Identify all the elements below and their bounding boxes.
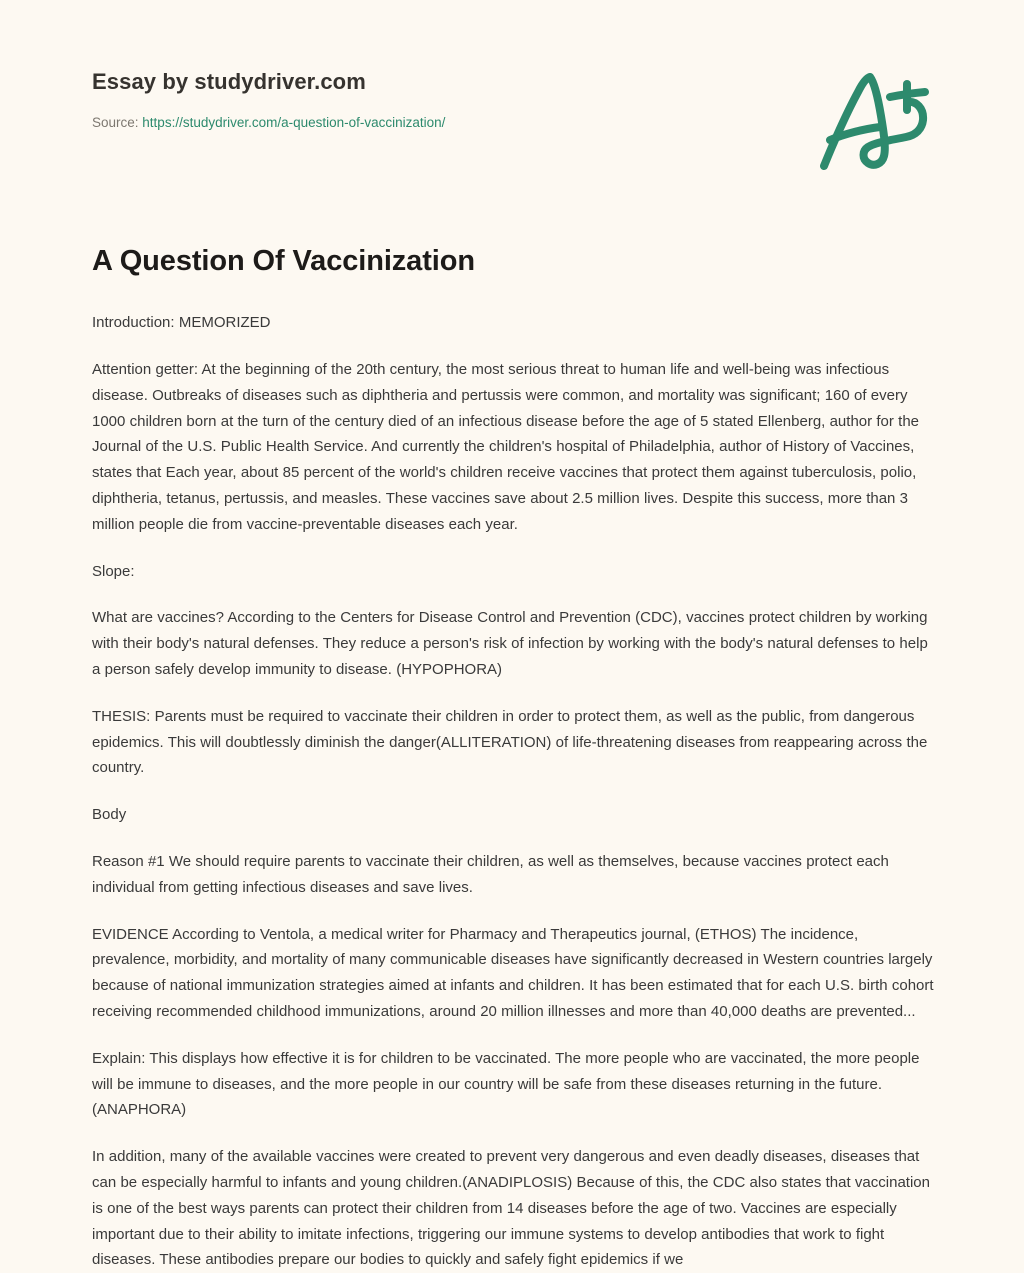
a-plus-logo-svg [812, 68, 940, 172]
header-text-block [92, 68, 732, 132]
source-url-link[interactable]: https://studydriver.com/a-question-of-vaccinization/ [142, 114, 446, 130]
article-paragraph: Slope: [92, 562, 135, 580]
article-paragraph: THESIS: Parents must be required to vaccinate their children in order to protect them, as well as the public, from dangerous epidemics. This will doubtlessly diminish the danger(ALLITERATION) of life-threatening diseases from reappearing across the country. [92, 707, 928, 777]
a-plus-logo-icon [812, 68, 940, 172]
source-label: Source: [92, 114, 139, 130]
article-paragraph: Reason #1 We should require parents to vaccinate their children, as well as themselves, because vaccines protect each individual from getting infectious diseases and save lives. [92, 853, 889, 896]
article-paragraph: In addition, many of the available vaccines were created to prevent very dangerous and even deadly diseases, diseases that can be especially harmful to infants and young children.(ANADIPLOSIS) Because of this, the CDC also states that vaccination is one of the best ways parents can protect their children from 14 diseases before the age of two. Vaccines are especially important due to their ability to imitate infections, triggering our immune systems to develop antibodies that work to fight diseases. These antibodies prepare our bodies to quickly and safely fight epidemics if we [92, 1148, 930, 1269]
article-title: A Question Of Vaccinization [92, 245, 475, 277]
article [92, 243, 936, 1273]
article-paragraph: Explain: This displays how effective it is for children to be vaccinated. The more people who are vaccinated, the more people will be immune to diseases, and the more people in our country will be safe from these diseases returning in the future.(ANAPHORA) [92, 1049, 920, 1119]
article-paragraph: Body [92, 806, 127, 824]
article-paragraph: What are vaccines? According to the Centers for Disease Control and Prevention (CDC), vaccines protect children by working with their body's natural defenses. They reduce a person's risk of infection by working with the body's natural defenses to help a person safely develop immunity to disease. (HYPOPHORA) [92, 609, 928, 679]
article-body [92, 310, 936, 1273]
source-line [92, 114, 732, 133]
article-paragraph: Attention getter: At the beginning of the 20th century, the most serious threat to human life and well-being was infectious disease. Outbreaks of diseases such as diphtheria and pertussis were common, and mortality was significant; 160 of every 1000 children born at the turn of the century died of an infectious disease before the age of 5 stated Ellenberg, author for the Journal of the U.S. Public Health Service. And currently the children's hospital of Philadelphia, author of History of Vaccines, states that Each year, about 85 percent of the world's children receive vaccines that protect them against tuberculosis, polio, diphtheria, tetanus, pertussis, and measles. These vaccines save about 2.5 million lives. Despite this success, more than 3 million people die from vaccine-preventable diseases each year. [92, 361, 920, 533]
document-header [0, 0, 1024, 200]
site-title: Essay by studydriver.com [92, 69, 366, 94]
article-paragraph: EVIDENCE According to Ventola, a medical writer for Pharmacy and Therapeutics journal, (ETHOS) The incidence, prevalence, morbidity, and mortality of many communicable diseases have significantly decreased in Western countries largely because of national immunization strategies aimed at infants and children. It has been estimated that for each U.S. birth cohort receiving recommended childhood immunizations, around 20 million illnesses and more than 40,000 deaths are prevented... [92, 925, 934, 1020]
article-paragraph: Introduction: MEMORIZED [92, 314, 271, 332]
